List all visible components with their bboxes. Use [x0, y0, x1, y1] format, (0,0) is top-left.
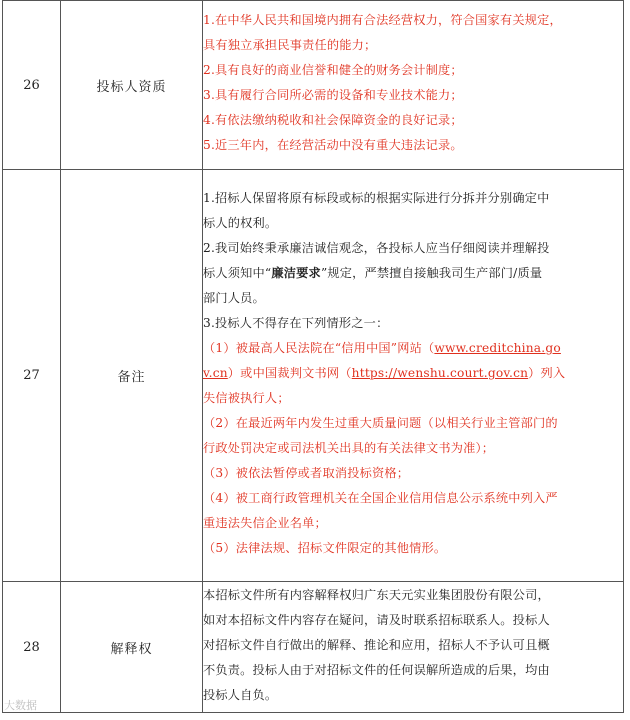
- watermark-logo: 大数据: [4, 699, 37, 712]
- content-line: 标人的权利。: [203, 216, 278, 230]
- table-row-28: [3, 582, 624, 713]
- text-segment: ）列入: [528, 366, 566, 380]
- content-line: （4）被工商行政管理机关在全国企业信用信息公示系统中列入严: [203, 491, 558, 505]
- creditchina-link-continued[interactable]: v.cn: [203, 366, 228, 380]
- integrity-requirement-term: 廉洁要求: [271, 266, 321, 280]
- content-line: 2.我司始终秉承廉洁诚信观念，各投标人应当仔细阅读并理解投: [203, 241, 550, 255]
- content-line: 本招标文件所有内容解释权归广东天元实业集团股份有限公司，: [203, 587, 550, 602]
- content-line: （5）法律法规、招标文件限定的其他情形。: [203, 541, 447, 555]
- content-line: [203, 263, 623, 288]
- content-line: 2.具有良好的商业信誉和健全的财务会计制度；: [203, 63, 463, 77]
- content-line: 对招标文件自行做出的解释、推论和应用，招标人不予认可且概: [203, 637, 550, 652]
- text-segment: ）或中国裁判文书网（: [227, 366, 352, 380]
- row-number: 28: [3, 582, 61, 713]
- content-line: 投标人自负。: [203, 687, 278, 702]
- bidding-requirements-table: [2, 0, 624, 713]
- content-line: 5.近三年内，在经营活动中没有重大违法记录。: [203, 138, 463, 152]
- text-segment: （1）被最高人民法院在“信用中国”网站（: [203, 341, 435, 355]
- row-number: 26: [3, 1, 61, 170]
- row-content: [203, 170, 624, 582]
- table-row-27: [3, 170, 624, 582]
- row-content: [203, 582, 624, 713]
- content-line: 部门人员。: [203, 291, 265, 305]
- content-line: 3.投标人不得存在下列情形之一：: [203, 316, 389, 330]
- row-item: 备注: [61, 170, 203, 582]
- content-line: 4.有依法缴纳税收和社会保障资金的良好记录；: [203, 113, 463, 127]
- row-content: [203, 1, 624, 170]
- content-line: 3.具有履行合同所必需的设备和专业技术能力；: [203, 88, 463, 102]
- row-item: 解释权: [61, 582, 203, 713]
- table-row-26: [3, 1, 624, 170]
- content-line: （2）在最近两年内发生过重大质量问题（以相关行业主管部门的: [203, 416, 558, 430]
- wenshu-link[interactable]: https://wenshu.court.gov.cn: [351, 366, 529, 380]
- text-segment: ”规定，严禁擅自接触我司生产部门/质量: [320, 266, 543, 280]
- content-line: [203, 338, 623, 363]
- creditchina-link[interactable]: www.creditchina.go: [434, 341, 561, 355]
- row-item: 投标人资质: [61, 1, 203, 170]
- content-line: 行政处罚决定或司法机关出具的有关法律文书为准）；: [203, 441, 495, 455]
- content-line: 如对本招标文件内容存在疑问，请及时联系招标联系人。投标人: [203, 612, 550, 627]
- content-line: 1.招标人保留将原有标段或标的根据实际进行分拆并分别确定中: [203, 191, 550, 205]
- content-line: 失信被执行人；: [203, 391, 290, 405]
- content-line: 重违法失信企业名单；: [203, 516, 327, 530]
- content-line: [203, 363, 623, 388]
- content-line: 具有独立承担民事责任的能力；: [203, 38, 377, 52]
- content-line: 不负责。投标人由于对招标文件的任何误解所造成的后果，均由: [203, 662, 550, 677]
- row-number: 27: [3, 170, 61, 582]
- content-line: 1.在中华人民共和国境内拥有合法经营权力，符合国家有关规定，: [203, 13, 562, 27]
- content-line: （3）被依法暂停或者取消投标资格；: [203, 466, 410, 480]
- text-segment: 标人须知中“: [203, 266, 272, 280]
